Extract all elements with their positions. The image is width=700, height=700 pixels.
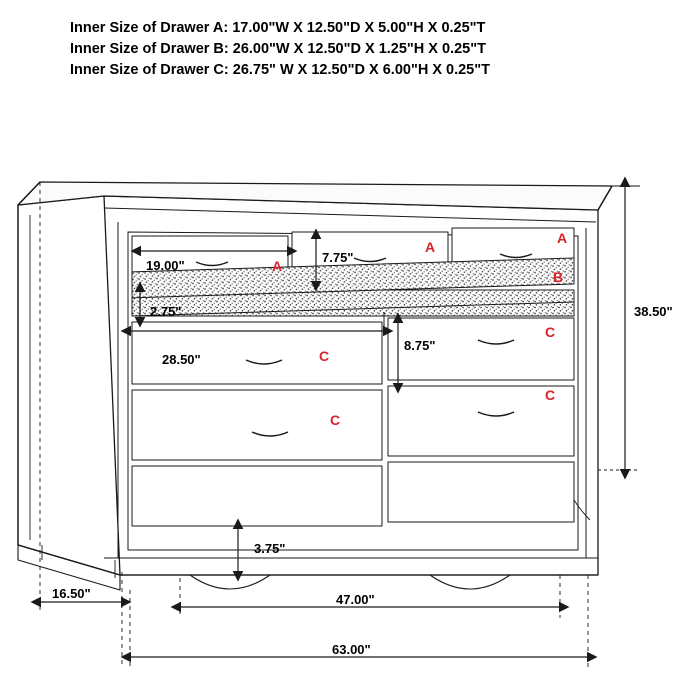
dimension-drawer-a-width: 19.00" [146,258,185,273]
spec-line-drawer-c: Inner Size of Drawer C: 26.75" W X 12.50"D X 6.00"H X 0.25"T [70,62,490,78]
tag-c-middle: C [319,348,330,364]
dimension-leg-height: 3.75" [254,541,286,556]
tag-a-left: A [272,258,283,274]
dimension-drawer-c-height: 8.75" [404,338,436,353]
dimension-drawer-a-height: 7.75" [322,250,354,265]
tag-b-right: B [553,269,564,285]
tag-a-right: A [557,230,568,246]
tag-c-lower-left: C [330,412,341,428]
tag-c-right-upper: C [545,324,556,340]
dimension-drawer-b-height: 2.75" [150,304,182,319]
tag-a-middle: A [425,239,436,255]
dimension-depth: 16.50" [52,586,91,601]
tag-c-lower-right: C [545,387,556,403]
dimension-overall-height: 38.50" [634,304,673,319]
dimension-front-width: 47.00" [336,592,375,607]
dimension-overall-width: 63.00" [332,642,371,657]
dimension-drawer-c-width: 28.50" [162,352,201,367]
spec-line-drawer-a: Inner Size of Drawer A: 17.00"W X 12.50"D X 5.00"H X 0.25"T [70,20,486,36]
spec-line-drawer-b: Inner Size of Drawer B: 26.00"W X 12.50"D X 1.25"H X 0.25"T [70,41,486,57]
